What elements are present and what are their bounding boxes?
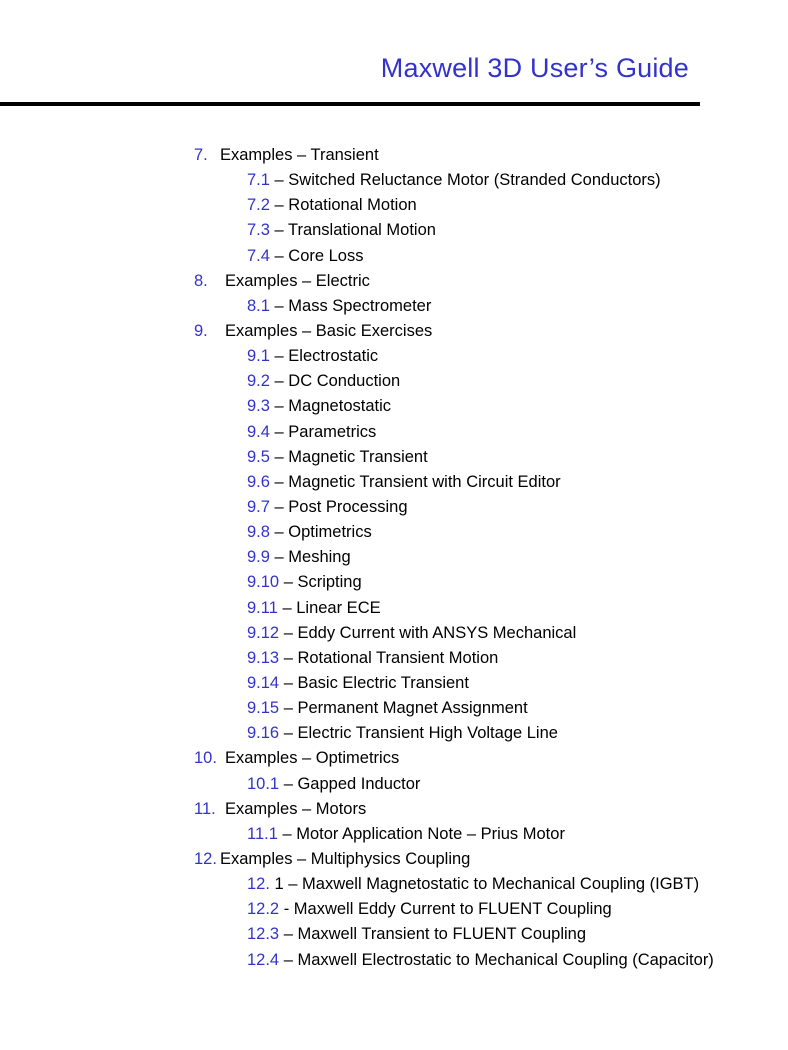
toc-section-number[interactable]: 9.14 — [247, 673, 280, 692]
toc-section-9-14[interactable] — [0, 671, 788, 696]
toc-section-number[interactable]: 9.10 — [247, 573, 280, 592]
toc-section-title: – Magnetic Transient — [269, 447, 428, 466]
toc-section-number[interactable]: 12. — [247, 875, 270, 894]
toc-section-number[interactable]: 8.1 — [247, 296, 270, 315]
toc-section-7-4[interactable] — [0, 244, 788, 269]
toc-section-number[interactable]: 9.11 — [247, 598, 278, 617]
toc-section-9-11[interactable] — [0, 596, 788, 621]
header-rule — [0, 102, 700, 106]
toc-section-7-1[interactable] — [0, 168, 788, 193]
toc-section-number[interactable]: 7.1 — [247, 171, 270, 190]
toc-section-number[interactable]: 9.3 — [247, 397, 270, 416]
toc-chapter-title: Examples – Multiphysics Coupling — [220, 849, 471, 868]
toc-chapter-number[interactable]: 11. — [194, 799, 216, 818]
toc-section-9-12[interactable] — [0, 621, 788, 646]
toc-section-title: – Rotational Transient Motion — [279, 648, 499, 667]
toc-section-number[interactable]: 12.2 — [247, 900, 280, 919]
toc-section-title: – Electrostatic — [269, 347, 379, 366]
toc-section-12-4[interactable] — [0, 948, 788, 973]
toc-section-7-2[interactable] — [0, 193, 788, 218]
toc-chapter-10[interactable] — [0, 746, 788, 771]
toc-chapter-title: Examples – Optimetrics — [225, 749, 400, 768]
toc-section-number[interactable]: 9.6 — [247, 472, 270, 491]
toc-section-title: – Parametrics — [269, 422, 377, 441]
toc-section-9-9[interactable] — [0, 545, 788, 570]
toc-section-title: – Magnetostatic — [269, 397, 392, 416]
toc-section-title: – Maxwell Transient to FLUENT Coupling — [279, 925, 587, 944]
toc-section-number[interactable]: 9.2 — [247, 372, 270, 391]
toc-section-title: – Translational Motion — [269, 221, 436, 240]
toc-section-title: 1 – Maxwell Magnetostatic to Mechanical Coupling (IGBT) — [269, 875, 700, 894]
toc-section-9-1[interactable] — [0, 344, 788, 369]
toc-section-title: – Electric Transient High Voltage Line — [279, 724, 558, 743]
toc-section-9-15[interactable] — [0, 696, 788, 721]
toc-section-number[interactable]: 9.5 — [247, 447, 270, 466]
toc-chapter-7[interactable] — [0, 143, 788, 168]
page-header-title: Maxwell 3D User’s Guide — [380, 53, 689, 83]
toc-section-title: – Permanent Magnet Assignment — [279, 699, 528, 718]
toc-section-number[interactable]: 9.15 — [247, 699, 280, 718]
toc-section-9-2[interactable] — [0, 369, 788, 394]
toc-section-9-6[interactable] — [0, 470, 788, 495]
toc-chapter-number[interactable]: 12. — [194, 849, 217, 868]
toc-section-title: – Scripting — [279, 573, 362, 592]
toc-section-number[interactable]: 12.3 — [247, 925, 280, 944]
toc-chapter-number[interactable]: 8. — [194, 271, 208, 290]
toc-section-9-16[interactable] — [0, 721, 788, 746]
toc-section-7-3[interactable] — [0, 218, 788, 243]
toc-chapter-title: Examples – Electric — [225, 271, 370, 290]
toc-section-number[interactable]: 9.12 — [247, 623, 280, 642]
toc-section-9-4[interactable] — [0, 420, 788, 445]
toc-chapter-number[interactable]: 10. — [194, 749, 217, 768]
toc-chapter-9[interactable] — [0, 319, 788, 344]
toc-section-title: – Mass Spectrometer — [269, 296, 432, 315]
toc-section-number[interactable]: 10.1 — [247, 774, 280, 793]
toc-section-9-8[interactable] — [0, 520, 788, 545]
toc-chapter-8[interactable] — [0, 269, 788, 294]
toc-section-number[interactable]: 9.8 — [247, 523, 270, 542]
toc-chapter-number[interactable]: 7. — [194, 146, 208, 164]
toc-section-12-2[interactable] — [0, 897, 788, 922]
toc-section-number[interactable]: 9.9 — [247, 548, 270, 567]
toc-section-number[interactable]: 9.7 — [247, 497, 270, 516]
toc-section-10-1[interactable] — [0, 772, 788, 797]
toc-section-11-1[interactable] — [0, 822, 788, 847]
toc-section-number[interactable]: 9.13 — [247, 648, 280, 667]
toc-section-title: – Motor Application Note – Prius Motor — [277, 824, 565, 843]
toc-section-8-1[interactable] — [0, 294, 788, 319]
toc-section-title: – Gapped Inductor — [279, 774, 421, 793]
toc-section-9-3[interactable] — [0, 394, 788, 419]
toc-section-9-13[interactable] — [0, 646, 788, 671]
toc-section-number[interactable]: 7.4 — [247, 246, 270, 265]
toc-chapter-title: Examples – Basic Exercises — [225, 321, 433, 340]
toc-chapter-title: Examples – Motors — [225, 799, 367, 818]
toc-section-number[interactable]: 9.1 — [247, 347, 270, 366]
toc-section-title: – Magnetic Transient with Circuit Editor — [269, 472, 561, 491]
toc-section-title: – Post Processing — [269, 497, 408, 516]
toc-section-number[interactable]: 9.4 — [247, 422, 270, 441]
toc-section-title: – Switched Reluctance Motor (Stranded Conductors) — [269, 171, 661, 190]
toc-section-number[interactable]: 11.1 — [247, 824, 278, 843]
toc-section-12-1[interactable] — [0, 872, 788, 897]
toc-section-12-3[interactable] — [0, 922, 788, 947]
toc-section-title: – Basic Electric Transient — [279, 673, 469, 692]
toc-section-title: – Linear ECE — [277, 598, 381, 617]
toc-section-9-5[interactable] — [0, 445, 788, 470]
toc-section-number[interactable]: 7.2 — [247, 196, 270, 215]
toc-section-title: – Core Loss — [269, 246, 364, 265]
toc-chapter-12[interactable] — [0, 847, 788, 872]
toc-section-title: - Maxwell Eddy Current to FLUENT Coupling — [279, 900, 612, 919]
toc-section-9-7[interactable] — [0, 495, 788, 520]
toc-section-title: – DC Conduction — [269, 372, 401, 391]
toc-section-title: – Rotational Motion — [269, 196, 417, 215]
toc-section-number[interactable]: 7.3 — [247, 221, 270, 240]
table-of-contents — [0, 143, 788, 973]
toc-section-number[interactable]: 9.16 — [247, 724, 280, 743]
toc-chapter-number[interactable]: 9. — [194, 321, 208, 340]
toc-section-9-10[interactable] — [0, 570, 788, 595]
toc-section-number[interactable]: 12.4 — [247, 950, 280, 969]
toc-section-title: – Maxwell Electrostatic to Mechanical Coupling (Capacitor) — [279, 950, 714, 969]
toc-section-title: – Optimetrics — [269, 523, 372, 542]
toc-section-title: – Meshing — [269, 548, 351, 567]
toc-section-title: – Eddy Current with ANSYS Mechanical — [279, 623, 577, 642]
toc-chapter-11[interactable] — [0, 797, 788, 822]
toc-chapter-title: Examples – Transient — [220, 146, 379, 164]
